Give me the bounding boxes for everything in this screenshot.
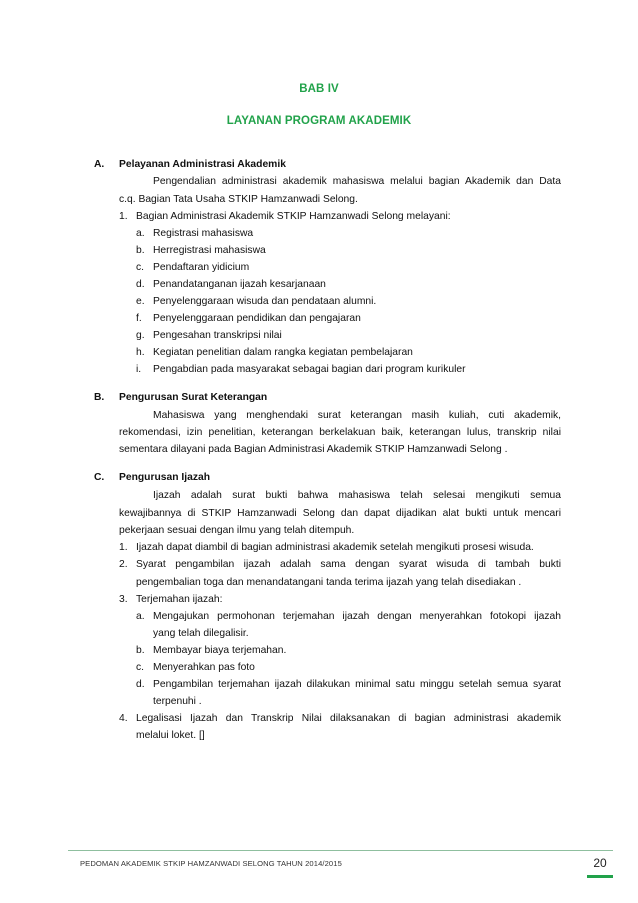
sublist-item: Herregistrasi mahasiswa — [153, 245, 266, 256]
sublist-marker: g. — [136, 330, 145, 341]
sublist-marker: a. — [136, 611, 145, 622]
sublist-marker: b. — [136, 245, 145, 256]
sublist-item: Kegiatan penelitian dalam rangka kegiatan pembelajaran — [153, 347, 413, 358]
list-item: Ijazah dapat diambil di bagian administrasi akademik setelah mengikuti prosesi wisuda. — [136, 542, 534, 553]
sublist-item: Pengesahan transkripsi nilai — [153, 330, 282, 341]
sublist-marker: f. — [136, 313, 142, 324]
section-a-paragraph-line: c.q. Bagian Tata Usaha STKIP Hamzanwadi Selong. — [119, 194, 358, 205]
sublist-marker: b. — [136, 645, 145, 656]
chapter-title: BAB IV — [299, 83, 339, 95]
list-item: Terjemahan ijazah: — [136, 594, 223, 605]
section-c-paragraph-line: Ijazah adalah surat bukti bahwa mahasiswa telah selesai mengikuti semua — [153, 490, 561, 501]
section-a-marker: A. — [94, 159, 105, 170]
sublist-item: Pendaftaran yidicium — [153, 262, 250, 273]
sublist-marker: c. — [136, 262, 145, 273]
list-item-continuation: pengembalian toga dan menandatangani tanda terima ijazah yang telah disediakan . — [136, 577, 522, 588]
sublist-marker: d. — [136, 279, 145, 290]
chapter-subtitle: LAYANAN PROGRAM AKADEMIK — [226, 115, 412, 127]
list-marker: 1. — [119, 542, 128, 553]
footer-text: PEDOMAN AKADEMIK STKIP HAMZANWADI SELONG TAHUN 2014/2015 — [80, 859, 342, 868]
section-b-paragraph-line: Mahasiswa yang menghendaki surat keterangan masih kuliah, cuti akademik, — [153, 410, 561, 421]
section-c-paragraph-line: pekerjaan sesuai dengan ilmu yang telah ditempuh. — [119, 525, 355, 536]
list-item: Syarat pengambilan ijazah adalah sama dengan syarat wisuda di tambah bukti — [136, 559, 561, 570]
section-c-marker: C. — [94, 472, 105, 483]
sublist-marker: i. — [136, 364, 142, 375]
sublist-item: Penyelenggaraan wisuda dan pendataan alumni. — [153, 296, 377, 307]
section-c-paragraph-line: kewajibannya di STKIP Hamzanwadi Selong dan dapat dijadikan alat bukti untuk mencari — [119, 508, 561, 519]
section-a-paragraph-line: Pengendalian administrasi akademik mahasiswa melalui bagian Akademik dan Data — [153, 176, 561, 187]
list-marker: 3. — [119, 594, 128, 605]
list-item: Bagian Administrasi Akademik STKIP Hamzanwadi Selong melayani: — [136, 211, 451, 222]
sublist-item-continuation: terpenuhi . — [153, 696, 202, 707]
list-marker: 4. — [119, 713, 128, 724]
section-b-paragraph-line: rekomendasi, izin penelitian, keterangan berkelakuan baik, keterangan lulus, transkrip nilai — [119, 427, 561, 438]
list-marker: 1. — [119, 211, 128, 222]
section-c-heading: Pengurusan Ijazah — [119, 472, 210, 483]
sublist-item: Menyerahkan pas foto — [153, 662, 255, 673]
sublist-marker: d. — [136, 679, 145, 690]
list-item-continuation: melalui loket. [] — [136, 730, 205, 741]
sublist-item: Pengabdian pada masyarakat sebagai bagian dari program kurikuler — [153, 364, 466, 375]
sublist-item: Penyelenggaraan pendidikan dan pengajaran — [153, 313, 361, 324]
sublist-item: Mengajukan permohonan terjemahan ijazah dengan menyerahkan fotokopi ijazah — [153, 611, 561, 622]
sublist-item-continuation: yang telah dilegalisir. — [153, 628, 249, 639]
footer-divider — [68, 850, 613, 851]
sublist-item: Registrasi mahasiswa — [153, 228, 254, 239]
section-b-paragraph-line: sementara dilayani pada Bagian Administrasi Akademik STKIP Hamzanwadi Selong . — [119, 444, 508, 455]
list-marker: 2. — [119, 559, 128, 570]
sublist-marker: c. — [136, 662, 145, 673]
section-b-marker: B. — [94, 392, 105, 403]
page-number: 20 — [587, 852, 613, 878]
sublist-item: Penandatanganan ijazah kesarjanaan — [153, 279, 326, 290]
sublist-marker: a. — [136, 228, 145, 239]
section-b-heading: Pengurusan Surat Keterangan — [119, 392, 268, 403]
sublist-marker: e. — [136, 296, 145, 307]
sublist-marker: h. — [136, 347, 145, 358]
list-item: Legalisasi Ijazah dan Transkrip Nilai dilaksanakan di bagian administrasi akademik — [136, 713, 561, 724]
sublist-item: Membayar biaya terjemahan. — [153, 645, 287, 656]
sublist-item: Pengambilan terjemahan ijazah dilakukan minimal satu minggu setelah semua syarat — [153, 679, 561, 690]
section-a-heading: Pelayanan Administrasi Akademik — [119, 159, 286, 170]
